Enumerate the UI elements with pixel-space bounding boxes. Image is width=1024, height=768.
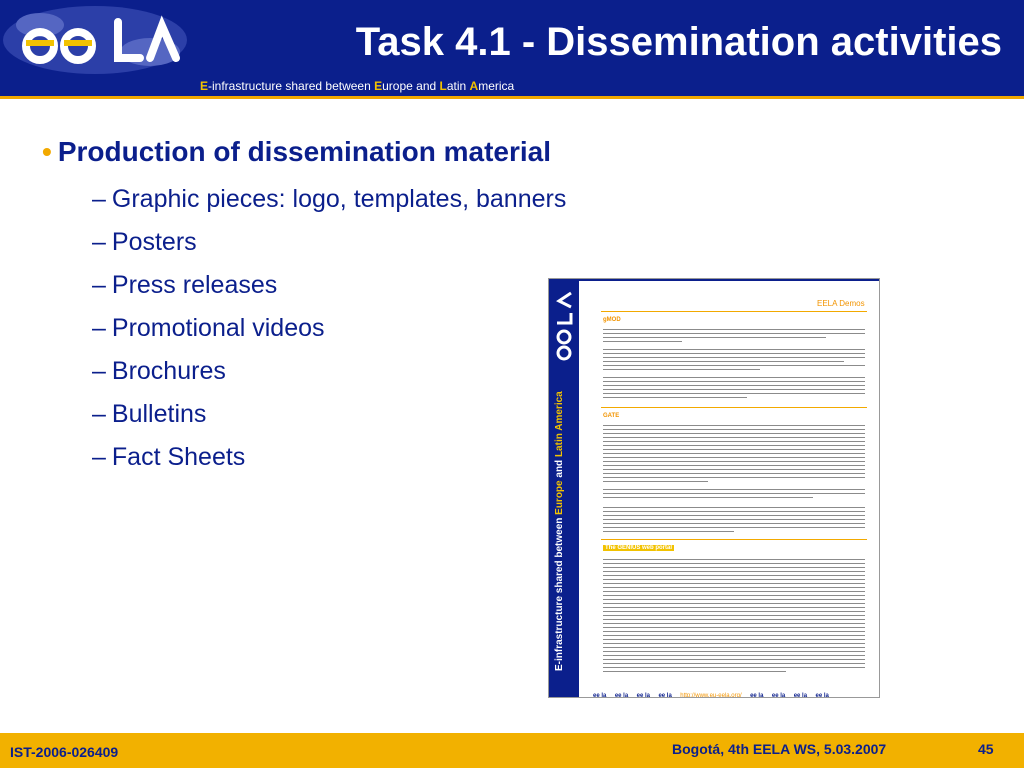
eela-logo <box>0 0 200 78</box>
subtitle-initial-latin: L <box>439 79 447 93</box>
page-title: Task 4.1 - Dissemination activities <box>355 20 1002 64</box>
list-item: – Graphic pieces: logo, templates, banners <box>92 185 567 213</box>
doc-section-title: gMOD <box>603 317 621 323</box>
list-item-text: Fact Sheets <box>111 443 246 471</box>
doc-top-rule <box>579 279 880 281</box>
eela-logo-icon <box>0 0 200 78</box>
list-item: – Press releases <box>92 271 278 299</box>
main-bullet-text: Production of dissemination material <box>57 136 551 167</box>
doc-footer-logo-icon: ee la <box>750 693 764 698</box>
project-id: IST-2006-026409 <box>10 744 119 760</box>
list-item: – Fact Sheets <box>92 443 246 471</box>
doc-footer-logo-icon: ee la <box>793 693 808 698</box>
doc-sidebar-text <box>554 311 565 671</box>
doc-header: EELA Demos <box>817 299 865 308</box>
subtitle-text-4: merica <box>478 79 515 93</box>
subtitle-initial-e: E <box>200 79 209 93</box>
doc-footer-logo-icon: ee la <box>771 693 786 698</box>
list-item-text: Posters <box>111 228 197 256</box>
doc-divider <box>601 407 867 408</box>
doc-section-title: GATE <box>603 413 620 419</box>
doc-sidebar-and: and <box>554 457 565 481</box>
fact-sheet-thumbnail <box>548 278 880 698</box>
doc-paragraph <box>603 425 865 485</box>
doc-footer-logo-icon: ee la <box>636 693 650 698</box>
list-item-text: Brochures <box>111 357 226 385</box>
doc-divider <box>601 311 867 312</box>
sub-bullet-list <box>92 182 566 483</box>
doc-paragraph <box>603 349 865 373</box>
subtitle-text-1: -infrastructure shared between <box>208 79 375 93</box>
doc-footer-url: http://www.eu-eela.org/ <box>680 693 742 698</box>
list-item: – Promotional videos <box>92 314 325 342</box>
doc-paragraph <box>603 377 865 401</box>
doc-divider <box>601 539 867 540</box>
subtitle-initial-america: A <box>469 79 479 93</box>
doc-paragraph <box>603 507 865 535</box>
header-divider <box>0 96 1024 99</box>
subtitle-text-2: urope and <box>382 79 440 93</box>
list-item-text: Bulletins <box>111 400 207 428</box>
doc-paragraph <box>603 329 865 345</box>
doc-footer-logo-icon: ee la <box>593 693 607 698</box>
doc-sidebar-latam: Latin America <box>554 391 565 458</box>
doc-footer-logo-icon: ee la <box>614 693 629 698</box>
doc-paragraph <box>603 559 865 675</box>
page-number: 45 <box>978 741 994 757</box>
doc-footer-logo-icon: ee la <box>815 693 829 698</box>
doc-sidebar-europe: Europe <box>554 480 565 515</box>
subtitle-initial-europe: E <box>374 79 383 93</box>
doc-sidebar-part1: E-infrastructure shared between <box>554 514 565 671</box>
event-info: Bogotá, 4th EELA WS, 5.03.2007 <box>672 741 887 757</box>
bullet-dot-icon: • <box>42 136 52 167</box>
main-bullet <box>42 136 551 168</box>
subtitle <box>200 79 514 93</box>
list-item: – Posters <box>92 228 197 256</box>
list-item-text: Press releases <box>111 271 278 299</box>
list-item: – Brochures <box>92 357 226 385</box>
doc-section-title: The GENIUS web portal <box>605 545 673 551</box>
doc-footer-logo-icon: ee la <box>658 693 672 698</box>
doc-footer <box>593 684 875 698</box>
subtitle-text-3: atin <box>446 79 470 93</box>
list-item-text: Promotional videos <box>111 314 325 342</box>
list-item: – Bulletins <box>92 400 207 428</box>
doc-paragraph <box>603 489 865 501</box>
list-item-text: Graphic pieces: logo, templates, banners <box>111 185 567 213</box>
